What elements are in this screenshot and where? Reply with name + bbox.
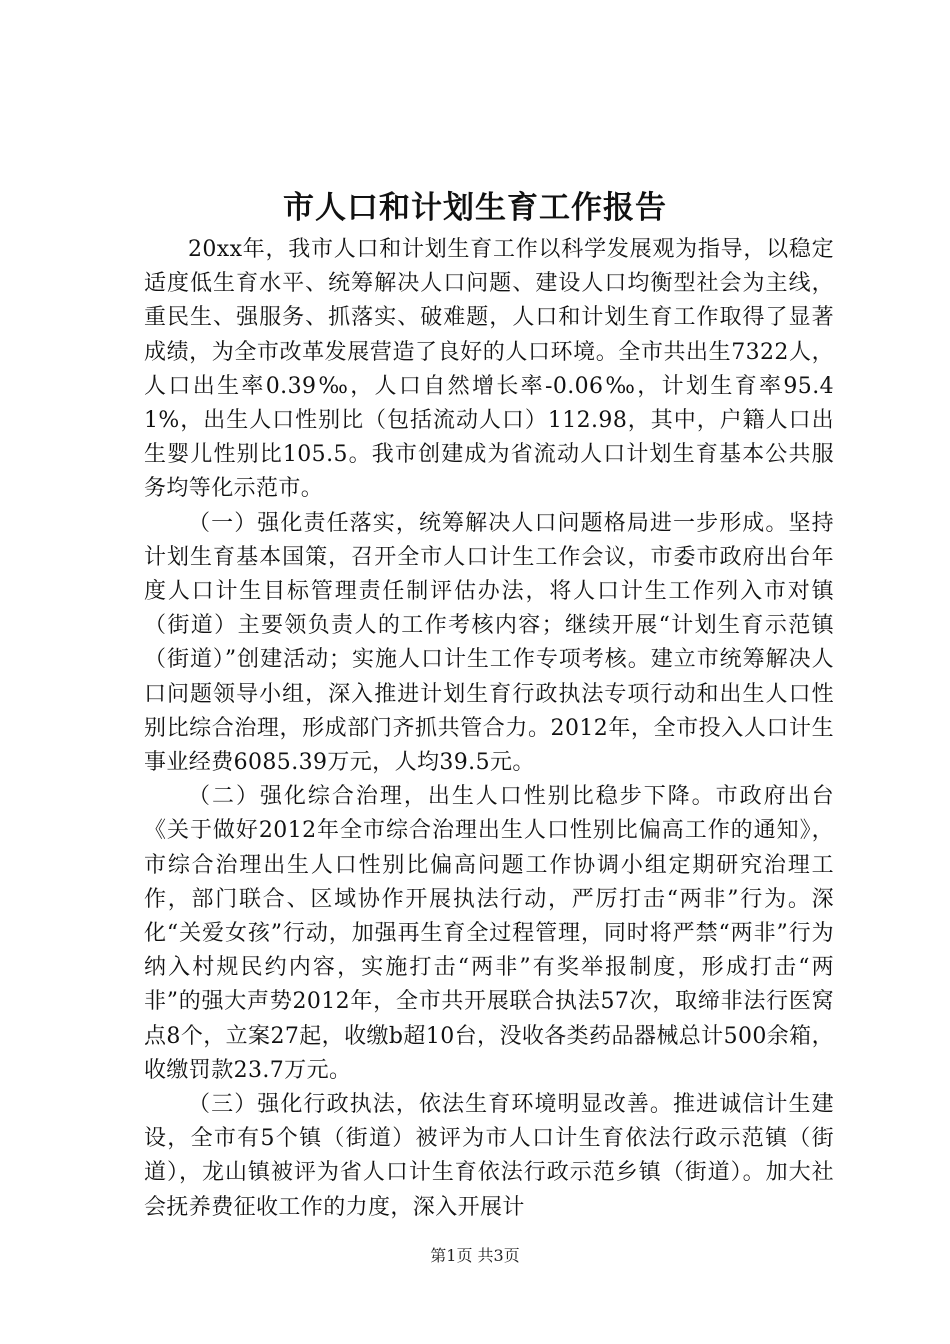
document-title: 市人口和计划生育工作报告 xyxy=(283,190,667,226)
paragraph-intro: 20xx年，我市人口和计划生育工作以科学发展观为指导，以稳定适度低生育水平、统筹解决人口问题、建设人口均衡型社会为主线，重民生、强服务、抓落实、破难题，人口和计划生育工作取得了显著成绩，为全市改革发展营造了良好的人口环境。全市共出生7322人，人口出生率0.39‰，人口自然增长率-0.06‰，计划生育率95.41%，出生人口性别比（包括流动人口）112.98，其中，户籍人口出生婴儿性别比105.5。我市创建成为省流动人口计划生育基本公共服务均等化示范市。 xyxy=(144,237,834,502)
paragraph-section-2: （二）强化综合治理，出生人口性别比稳步下降。市政府出台《关于做好2012年全市综合治理出生人口性别比偏高工作的通知》，市综合治理出生人口性别比偏高问题工作协调小组定期研究治理工作，部门联合、区域协作开展执法行动，严厉打击“两非”行为。深化“关爱女孩”行动，加强再生育全过程管理，同时将严禁“两非”行为纳入村规民约内容，实施打击“两非”有奖举报制度，形成打击“两非”的强大声势2012年，全市共开展联合执法57次，取缔非法行医窝点8个，立案27起，收缴b超10台，没收各类药品器械总计500余箱，收缴罚款23.7万元。 xyxy=(144,784,834,1083)
document-body xyxy=(144,233,834,1225)
paragraph-section-3: （三）强化行政执法，依法生育环境明显改善。推进诚信计生建设，全市有5个镇（街道）被评为市人口计生育依法行政示范镇（街道），龙山镇被评为省人口计生育依法行政示范乡镇（街道）。加大社会抚养费征收工作的力度，深入开展计 xyxy=(144,1092,834,1220)
paragraph-section-1: （一）强化责任落实，统筹解决人口问题格局进一步形成。坚持计划生育基本国策，召开全市人口计生工作会议，市委市政府出台年度人口计生目标管理责任制评估办法，将人口计生工作列入市对镇（街道）主要领负责人的工作考核内容；继续开展“计划生育示范镇（街道）”创建活动；实施人口计生工作专项考核。建立市统筹解决人口问题领导小组，深入推进计划生育行政执法专项行动和出生人口性别比综合治理，形成部门齐抓共管合力。2012年，全市投入人口计生事业经费6085.39万元，人均39.5元。 xyxy=(144,510,834,776)
page-number-footer: 第1页 共3页 xyxy=(430,1246,520,1265)
